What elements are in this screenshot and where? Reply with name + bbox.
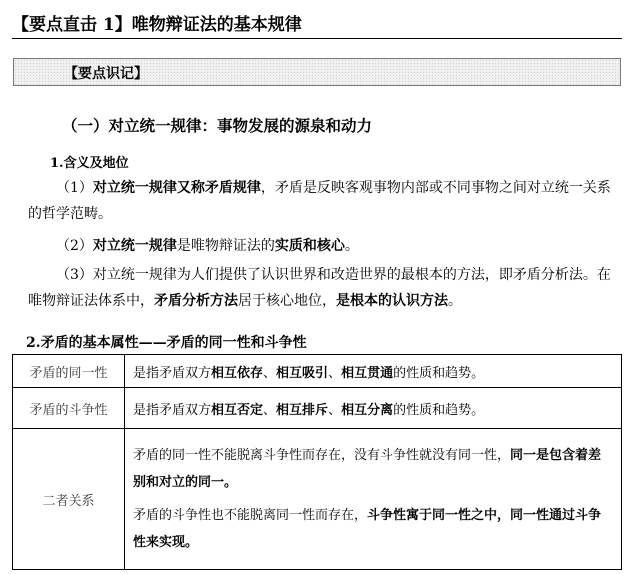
bold-term: 对立统一规律又称矛盾规律 xyxy=(92,180,261,196)
relation-paragraph-2: 矛盾的斗争性也不能脱离同一性而存在，斗争性寓于同一性之中，同一性通过斗争性来实现。 xyxy=(133,508,602,550)
subheading-meaning: 1.含义及地位 xyxy=(50,156,129,171)
bold-term: 矛盾分析方法 xyxy=(154,292,238,309)
subheading-attributes: 2.矛盾的基本属性——矛盾的同一性和斗争性 xyxy=(26,335,307,351)
key-points-banner xyxy=(13,58,621,86)
row-content: 是指矛盾双方相互依存、相互吸引、相互贯通的性质和趋势。 xyxy=(125,355,622,388)
relation-paragraph-1: 矛盾的同一性不能脱离斗争性而存在，没有斗争性就没有同一性，同一是包含着差别和对立的同一。 xyxy=(133,448,602,490)
contradiction-table xyxy=(12,354,622,570)
bold-term: 是根本的认识方法 xyxy=(336,292,448,309)
bold-term: 对立统一规律 xyxy=(92,238,177,254)
row-label: 矛盾的斗争性 xyxy=(13,388,125,429)
page-heading: 【要点直击 1】唯物辩证法的基本规律 xyxy=(12,15,302,35)
bold-term: 实质和核心 xyxy=(274,238,345,254)
heading-underline xyxy=(12,38,622,39)
row-label: 二者关系 xyxy=(13,429,125,570)
key-points-label: 【要点识记】 xyxy=(64,66,148,82)
table-row xyxy=(13,355,622,388)
section-title: （一）对立统一规律：事物发展的源泉和动力 xyxy=(62,116,373,135)
row-content xyxy=(125,429,622,570)
table-row xyxy=(13,429,622,570)
paragraph-2: （2）对立统一规律是唯物辩证法的实质和核心。 xyxy=(56,238,359,254)
row-label: 矛盾的同一性 xyxy=(13,355,125,388)
paragraph-1: （1）对立统一规律又称矛盾规律，矛盾是反映客观事物内部或不同事物之间对立统一关系的哲学范畴。 xyxy=(28,180,611,222)
table-row xyxy=(13,388,622,429)
paragraph-3: （3）对立统一规律为人们提供了认识世界和改造世界的最根本的方法，即矛盾分析法。在唯物辩证法体系中，矛盾分析方法居于核心地位，是根本的认识方法。 xyxy=(28,267,611,309)
row-content: 是指矛盾双方相互否定、相互排斥、相互分离的性质和趋势。 xyxy=(125,388,622,429)
